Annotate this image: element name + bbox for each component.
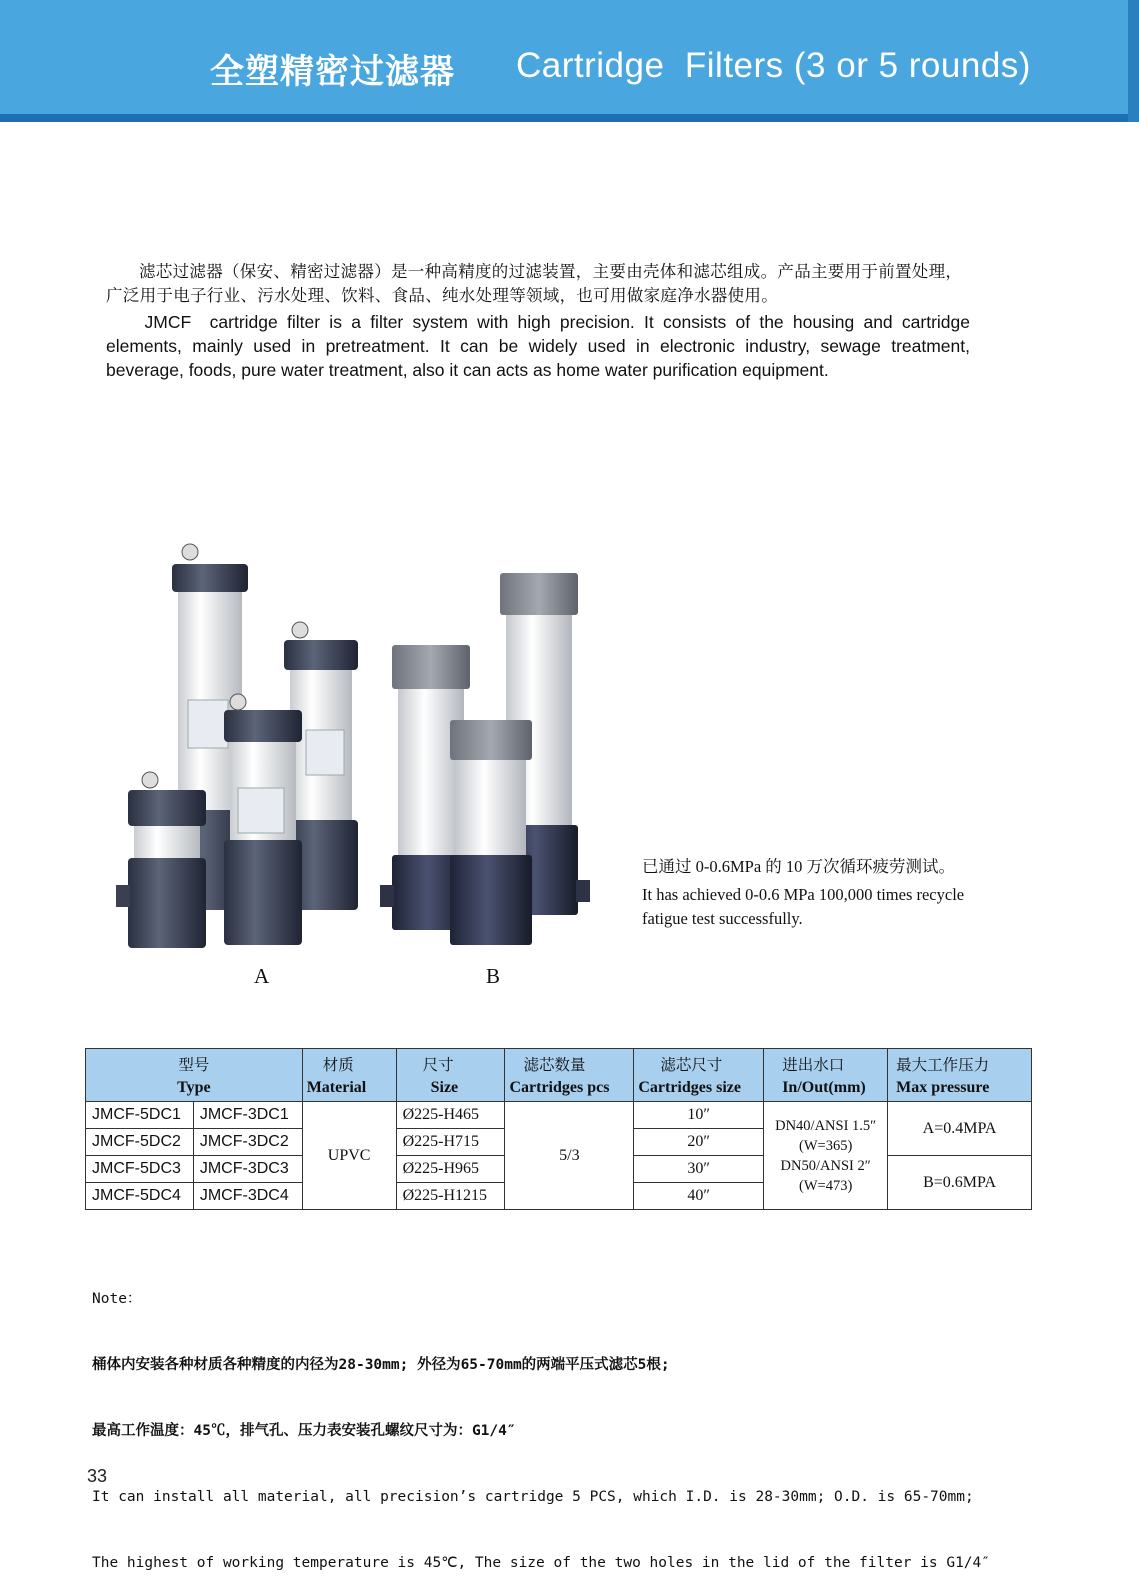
header-inout-en: In/Out(mm) bbox=[782, 1079, 866, 1096]
size-cell: Ø225-H1215 bbox=[396, 1183, 505, 1210]
spec-table bbox=[85, 1048, 1032, 1210]
intro-english: JMCF cartridge filter is a filter system with high precision. It consists of the housing and cartridge elements, mainly used in pretreatment. It can be widely used in electronic industry, sewage treatment, beverage, foods, pure water treatment, also it can acts as home water purification equipment. bbox=[106, 312, 975, 380]
cartridge-size-cell: 10″ bbox=[634, 1102, 764, 1129]
header-pressure-en: Max pressure bbox=[896, 1079, 990, 1096]
header-pressure-cn: 最大工作压力 bbox=[896, 1056, 990, 1074]
header-pcs-en: Cartridges pcs bbox=[509, 1079, 610, 1096]
product-photo-b bbox=[380, 555, 610, 965]
material-cell: UPVC bbox=[302, 1102, 396, 1210]
header-cartridges-size bbox=[634, 1049, 764, 1102]
note-line-en-2: The highest of working temperature is 45℃, The size of the two holes in the lid of the filter is G1/4″ bbox=[92, 1555, 990, 1571]
cartridge-size-cell: 40″ bbox=[634, 1183, 764, 1210]
intro-text bbox=[106, 260, 975, 382]
header-side-shadow bbox=[1128, 0, 1139, 122]
in-out-line: DN50/ANSI 2″ bbox=[780, 1157, 871, 1174]
photo-label-b: B bbox=[486, 964, 501, 988]
table-header-row bbox=[86, 1049, 1032, 1102]
header-type bbox=[86, 1049, 303, 1102]
table-row bbox=[86, 1102, 1032, 1129]
model-3-cell: JMCF-3DC2 bbox=[193, 1129, 302, 1156]
header-rule bbox=[0, 114, 1139, 122]
intro-chinese: 滤芯过滤器（保安、精密过滤器）是一种高精度的过滤装置，主要由壳体和滤芯组成。产品主要用于前置处理，广泛用于电子行业、污水处理、饮料、食品、纯水处理等领域，也可用做家庭净水器使用。 bbox=[106, 262, 963, 305]
in-out-line: (W=473) bbox=[799, 1177, 853, 1194]
in-out-line: DN40/ANSI 1.5″ bbox=[775, 1117, 877, 1134]
in-out-line: (W=365) bbox=[799, 1137, 853, 1154]
header-type-en: Type bbox=[177, 1079, 211, 1096]
model-3-cell: JMCF-3DC4 bbox=[193, 1183, 302, 1210]
note-line-cn-2: 最高工作温度：45℃，排气孔、压力表安装孔螺纹尺寸为：G1/4″ bbox=[92, 1423, 516, 1439]
title-chinese: 全塑精密过滤器 bbox=[210, 52, 455, 92]
header-in-out bbox=[764, 1049, 888, 1102]
header-csize-en: Cartridges size bbox=[638, 1079, 741, 1096]
product-photo-a bbox=[110, 540, 390, 960]
header-size-en: Size bbox=[430, 1079, 459, 1096]
fatigue-test-text bbox=[642, 855, 1002, 935]
model-3-cell: JMCF-3DC3 bbox=[193, 1156, 302, 1183]
model-5-cell: JMCF-5DC2 bbox=[86, 1129, 194, 1156]
model-5-cell: JMCF-5DC1 bbox=[86, 1102, 194, 1129]
cartridge-size-cell: 30″ bbox=[634, 1156, 764, 1183]
note-line-cn-1: 桶体内安装各种材质各种精度的内径为28-30mm; 外径为65-70mm的两端平压式滤芯5根; bbox=[92, 1357, 670, 1373]
header-material bbox=[302, 1049, 396, 1102]
page-number: 33 bbox=[87, 1466, 108, 1486]
photo-label-a: A bbox=[254, 964, 270, 988]
model-5-cell: JMCF-5DC4 bbox=[86, 1183, 194, 1210]
size-cell: Ø225-H465 bbox=[396, 1102, 505, 1129]
model-5-cell: JMCF-5DC3 bbox=[86, 1156, 194, 1183]
cartridge-size-cell: 20″ bbox=[634, 1129, 764, 1156]
pressure-a-cell: A=0.4MPA bbox=[888, 1102, 1032, 1156]
cartridge-pcs-cell: 5/3 bbox=[505, 1102, 634, 1210]
note-label: Note： bbox=[92, 1291, 142, 1307]
title-english: Cartridge Filters (3 or 5 rounds) bbox=[516, 46, 1031, 85]
header-pcs-cn: 滤芯数量 bbox=[523, 1056, 586, 1074]
header-size bbox=[396, 1049, 505, 1102]
header-size-cn: 尺寸 bbox=[422, 1056, 454, 1074]
header-cartridges-pcs bbox=[505, 1049, 634, 1102]
fatigue-chinese: 已通过 0-0.6MPa 的 10 万次循环疲劳测试。 bbox=[642, 857, 956, 876]
size-cell: Ø225-H965 bbox=[396, 1156, 505, 1183]
note-block bbox=[92, 1244, 1052, 1596]
header-material-cn: 材质 bbox=[322, 1056, 354, 1074]
header-inout-cn: 进出水口 bbox=[782, 1056, 845, 1074]
size-cell: Ø225-H715 bbox=[396, 1129, 505, 1156]
pressure-b-cell: B=0.6MPA bbox=[888, 1156, 1032, 1210]
header-csize-cn: 滤芯尺寸 bbox=[660, 1056, 723, 1074]
header-type-cn: 型号 bbox=[178, 1056, 210, 1074]
fatigue-english: It has achieved 0-0.6 MPa 100,000 times recycle fatigue test successfully. bbox=[642, 885, 965, 928]
header-material-en: Material bbox=[306, 1079, 367, 1096]
model-3-cell: JMCF-3DC1 bbox=[193, 1102, 302, 1129]
note-line-en-1: It can install all material, all precision’s cartridge 5 PCS, which I.D. is 28-30mm; O.D. is 65-70mm; bbox=[92, 1489, 974, 1505]
in-out-cell bbox=[764, 1102, 888, 1210]
header-max-pressure bbox=[888, 1049, 1032, 1102]
